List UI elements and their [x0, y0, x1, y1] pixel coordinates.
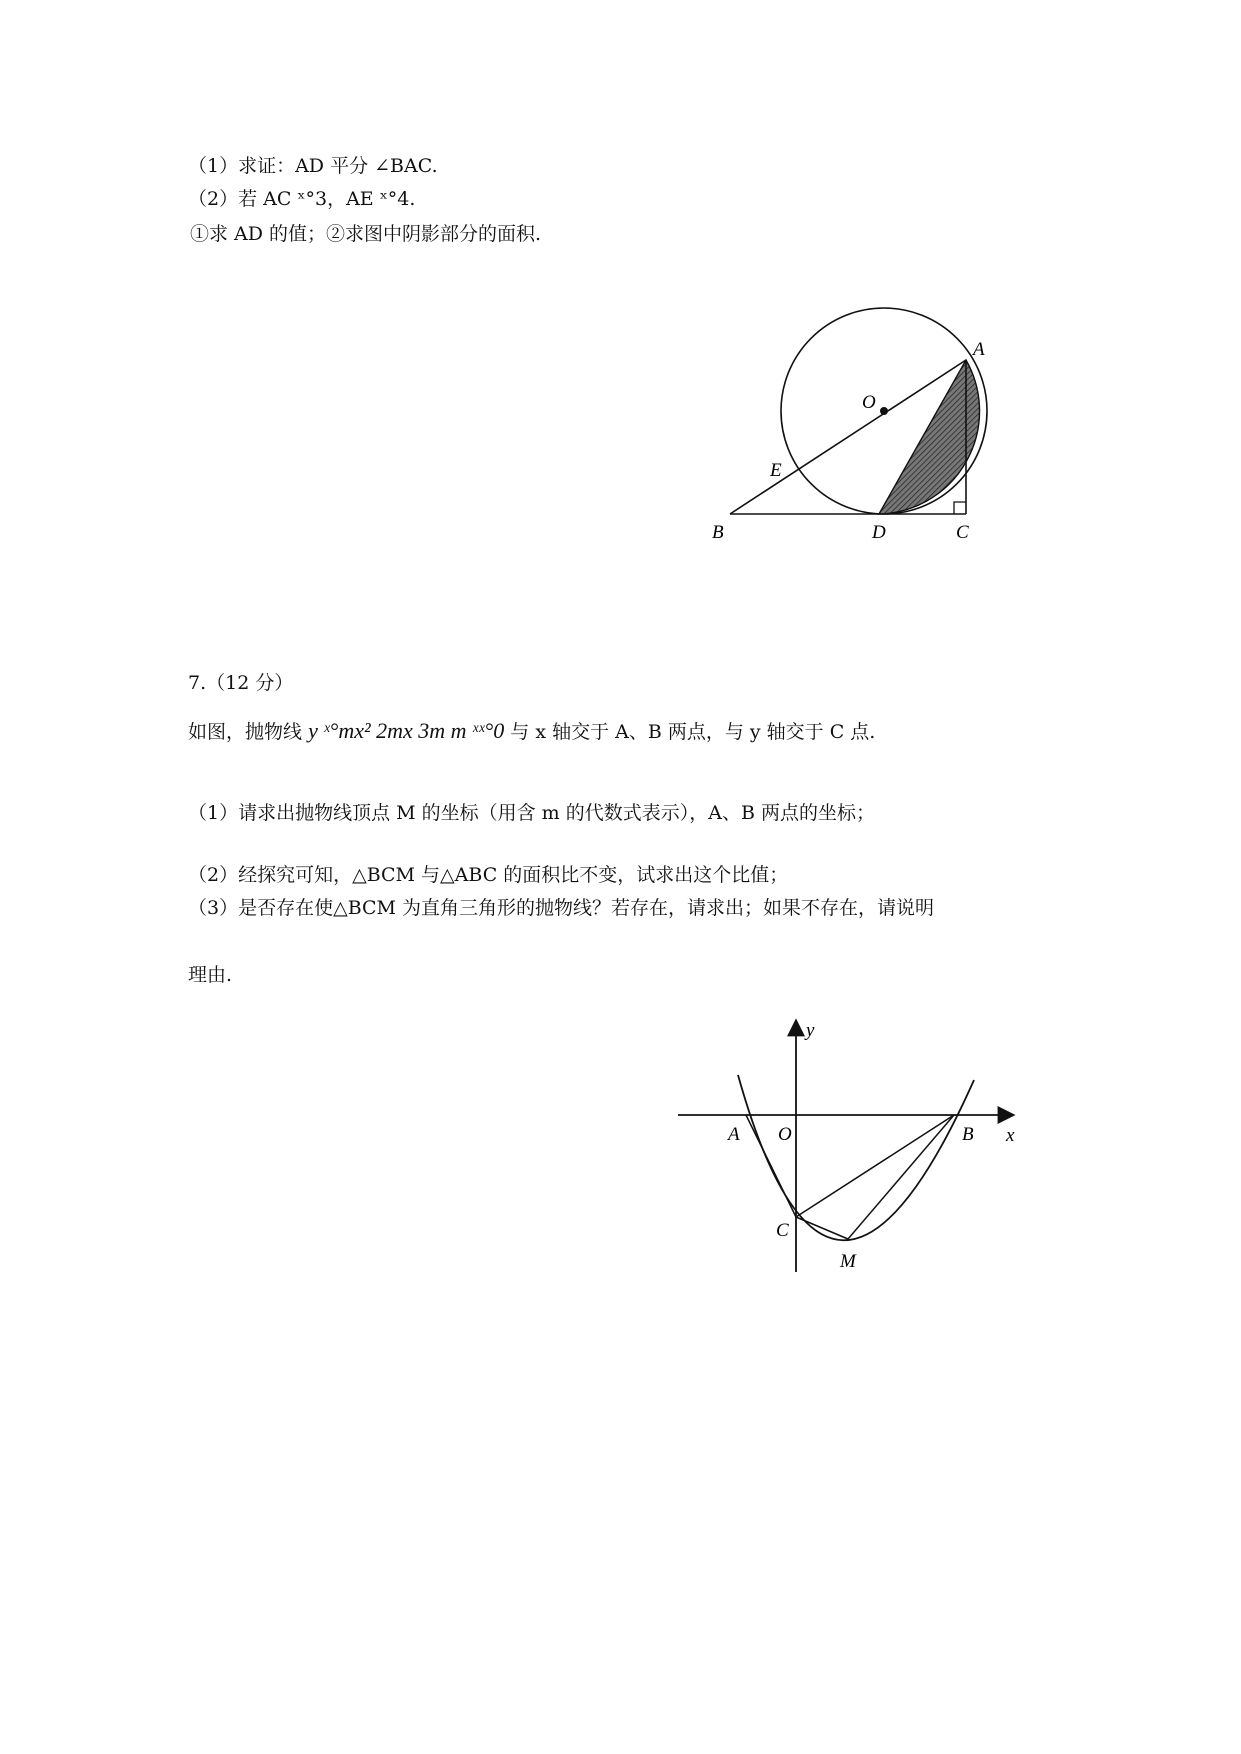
p6-question-1: （1）求证：AD 平分 ∠BAC.: [188, 155, 438, 177]
p7-header: 7.（12 分）: [188, 672, 294, 694]
parabola-curve: [738, 1075, 974, 1240]
p7-question-1: （1）请求出抛物线顶点 M 的坐标（用含 m 的代数式表示），A、B 两点的坐标；: [188, 802, 875, 824]
p6-question-2: （2）若 AC ˣ°3，AE ˣ°4.: [188, 188, 416, 210]
label-o: O: [862, 392, 876, 413]
label-b: B: [712, 522, 724, 543]
p7-parabola-formula: y ˣ°mx² 2mx 3m m ˣˣ°0: [308, 718, 505, 743]
label-m: M: [840, 1251, 856, 1272]
right-angle-mark: [954, 502, 966, 514]
p7-intro-suffix: 与 x 轴交于 A、B 两点，与 y 轴交于 C 点.: [510, 721, 876, 743]
label-e: E: [770, 460, 782, 481]
p6-question-2-sub: ①求 AD 的值；②求图中阴影部分的面积.: [190, 223, 542, 245]
label-a: A: [973, 339, 985, 360]
center-point-o: [880, 407, 888, 415]
circle-tangent-figure: [690, 300, 1020, 550]
label-c: C: [956, 522, 969, 543]
label-x: x: [1006, 1125, 1015, 1146]
p7-intro-prefix: 如图，抛物线: [188, 721, 303, 743]
parabola-figure: [670, 1010, 1030, 1285]
label-a: A: [728, 1124, 740, 1145]
segment-mb: [848, 1115, 954, 1239]
segment-cm: [796, 1217, 848, 1239]
label-o: O: [778, 1124, 792, 1145]
label-b: B: [962, 1124, 974, 1145]
p7-question-3: （3）是否存在使△BCM 为直角三角形的抛物线？若存在，请求出；如果不存在，请说明: [188, 897, 935, 919]
p7-question-3-cont: 理由.: [188, 964, 233, 986]
p7-question-2: （2）经探究可知，△BCM 与△ABC 的面积比不变，试求出这个比值；: [188, 864, 789, 886]
label-d: D: [872, 522, 886, 543]
p7-intro: [188, 718, 875, 745]
label-c: C: [776, 1220, 789, 1241]
label-y: y: [806, 1020, 815, 1041]
